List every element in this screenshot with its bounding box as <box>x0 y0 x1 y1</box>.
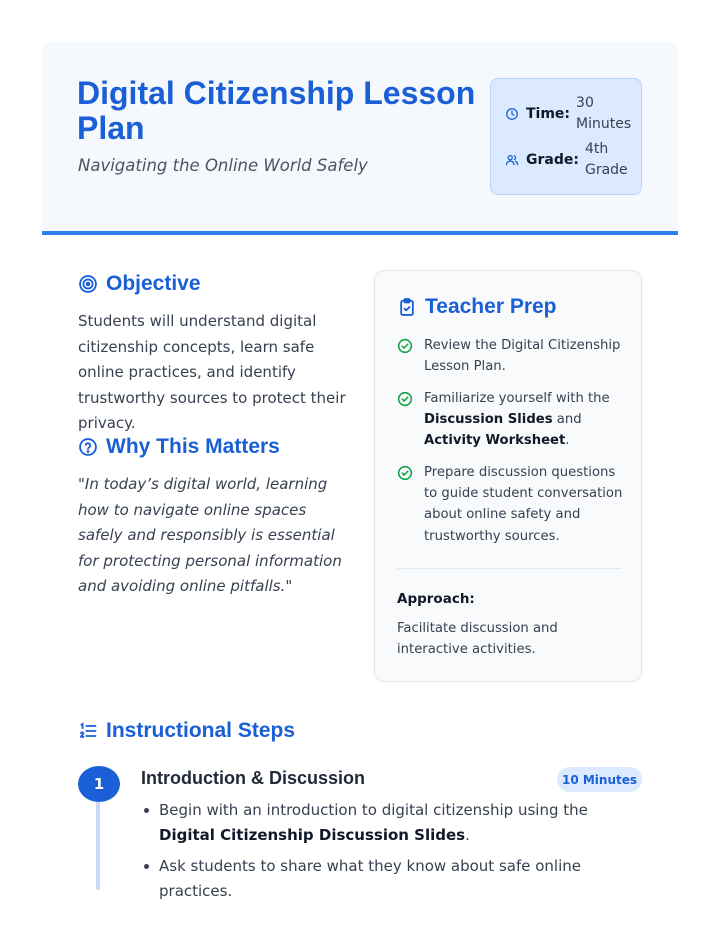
step-timeline-line <box>96 800 100 890</box>
page-subtitle: Navigating the Online World Safely <box>78 156 368 175</box>
teacher-prep-heading <box>397 295 557 319</box>
prep-item-text: Familiarize yourself with the Discussion Slides and Activity Worksheet. <box>424 391 610 449</box>
grade-row <box>505 139 629 181</box>
steps-heading <box>78 719 295 743</box>
clipboard-check-icon <box>397 297 417 317</box>
why-quote: "In today’s digital world, learning how to navigate online spaces safely and responsibly is essential for protecting personal information and avoiding online pitfalls." <box>78 475 342 595</box>
steps-title: Instructional Steps <box>106 719 296 742</box>
time-row <box>505 93 630 135</box>
check-circle-icon <box>397 338 413 354</box>
step-title: Introduction & Discussion <box>141 768 366 788</box>
why-title: Why This Matters <box>106 435 280 458</box>
prep-divider <box>397 568 621 569</box>
lesson-header <box>42 42 678 232</box>
prep-item-2 <box>397 388 627 452</box>
why-heading <box>78 435 280 459</box>
prep-item-text: Review the Digital Citizenship Lesson Plan. <box>424 338 621 375</box>
list-item: Ask students to share what they know about safe online practices. <box>141 854 641 904</box>
clock-icon <box>505 107 519 121</box>
prep-item-text: Prepare discussion questions to guide student conversation about online safety and trustworthy sources. <box>424 465 623 544</box>
activity-worksheet-ref: Activity Worksheet <box>424 433 566 449</box>
step-bullet-list <box>141 798 641 910</box>
approach-label: Approach: <box>397 591 475 607</box>
prep-item-1 <box>397 335 627 377</box>
check-circle-icon <box>397 465 413 481</box>
time-label: Time: <box>526 106 571 122</box>
lesson-meta-box <box>490 78 642 195</box>
objective-text: Students will understand digital citizenship concepts, learn safe online practices, and identify trustworthy sources to protect their privacy. <box>78 312 346 432</box>
teacher-prep-card <box>374 270 642 682</box>
step-duration-badge: 10 Minutes <box>557 767 642 792</box>
teacher-prep-title: Teacher Prep <box>425 295 557 318</box>
step-number: 1 <box>78 766 120 802</box>
prep-item-3 <box>397 462 627 547</box>
check-circle-icon <box>397 391 413 407</box>
target-icon <box>78 274 98 294</box>
page-title: Digital Citizenship Lesson Plan <box>77 75 476 146</box>
objective-title: Objective <box>106 272 201 295</box>
discussion-slides-ref: Digital Citizenship Discussion Slides <box>159 826 466 844</box>
grade-label: Grade: <box>526 152 579 168</box>
objective-heading <box>78 272 201 296</box>
help-circle-icon <box>78 437 98 457</box>
grade-value: 4th Grade <box>584 141 628 178</box>
time-value: 30 Minutes <box>576 95 632 132</box>
users-icon <box>505 153 519 167</box>
list-ordered-icon <box>78 721 98 741</box>
list-item: Begin with an introduction to digital citizenship using the Digital Citizenship Discussion Slides. <box>141 798 641 848</box>
discussion-slides-ref: Discussion Slides <box>424 412 553 428</box>
approach-text: Facilitate discussion and interactive activities. <box>397 621 558 657</box>
header-divider <box>42 231 678 235</box>
